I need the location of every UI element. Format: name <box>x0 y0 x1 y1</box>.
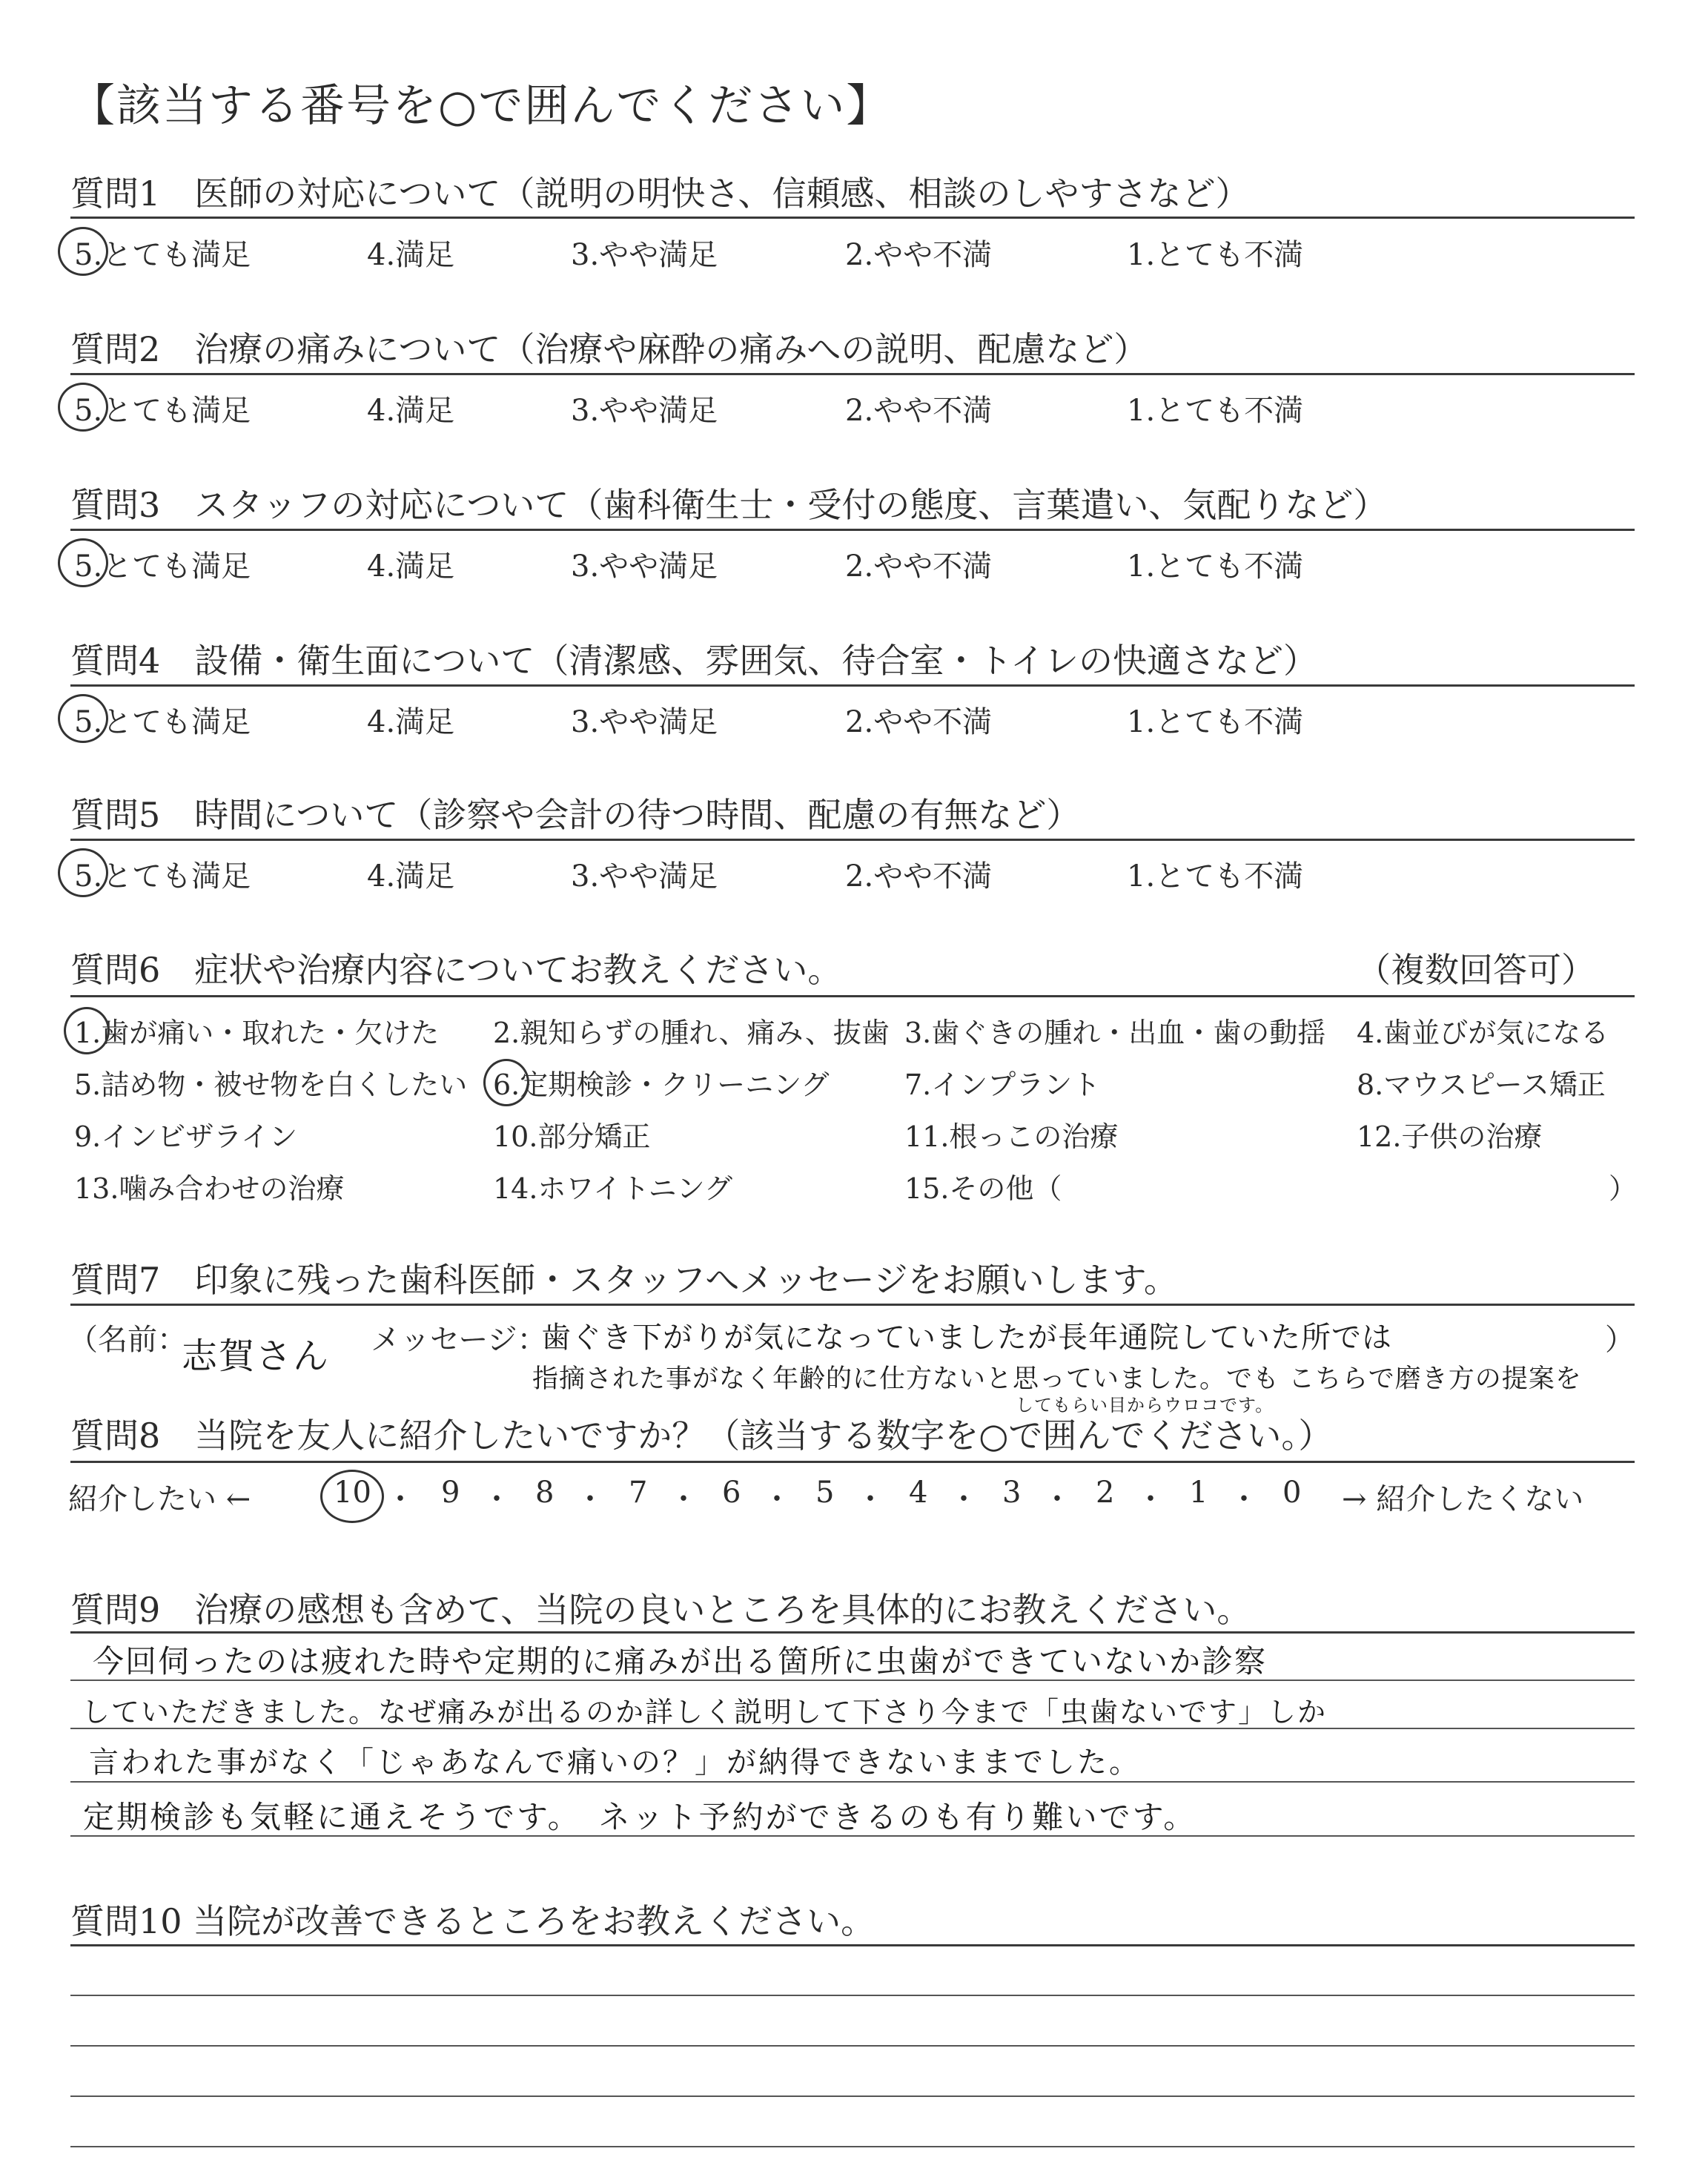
selection-circle <box>64 1007 110 1054</box>
question-5-title: 質問5 時間について（診察や会計の待つ時間、配慮の有無など） <box>70 795 1081 835</box>
divider <box>70 1304 1635 1306</box>
name-label: （名前： <box>68 1323 187 1357</box>
symptom-item[interactable]: 3.歯ぐきの腫れ・出血・歯の動揺 <box>904 1017 1326 1049</box>
answer-line <box>70 2095 1635 2097</box>
symptom-item[interactable]: 8.マウスピース矯正 <box>1357 1069 1606 1101</box>
option-2[interactable]: 2.やや不満 <box>845 859 993 894</box>
option-2[interactable]: 2.やや不満 <box>845 394 993 428</box>
scale-value-8[interactable]: 8 <box>535 1476 555 1510</box>
question-7-title: 質問7 印象に残った歯科医師・スタッフへメッセージをお願いします。 <box>70 1260 1178 1300</box>
answer-text-line[interactable]: していただきました。なぜ痛みが出るのか詳しく説明して下さり今まで「虫歯ないです」しか <box>82 1696 1328 1728</box>
scale-value-10[interactable]: 10 <box>334 1476 371 1510</box>
symptom-item[interactable]: 14.ホワイトニング <box>493 1172 733 1205</box>
option-4[interactable]: 4.満足 <box>367 549 455 584</box>
option-1[interactable]: 1.とても不満 <box>1127 705 1304 739</box>
option-5[interactable]: 5.とても満足 <box>74 859 251 894</box>
answer-line <box>70 1631 1635 1634</box>
option-1[interactable]: 1.とても不満 <box>1127 394 1304 428</box>
divider <box>70 529 1635 531</box>
question-6-title: 質問6 症状や治療内容についてお教えください。 <box>70 950 842 990</box>
option-3[interactable]: 3.やや満足 <box>571 549 718 584</box>
symptom-item[interactable]: 2.親知らずの腫れ、痛み、抜歯 <box>493 1017 890 1049</box>
divider <box>70 1461 1635 1463</box>
scale-value-2[interactable]: 2 <box>1096 1476 1115 1510</box>
symptom-item[interactable]: 11.根っこの治療 <box>904 1120 1119 1153</box>
divider <box>70 217 1635 219</box>
scale-value-7[interactable]: 7 <box>629 1476 648 1510</box>
scale-value-4[interactable]: 4 <box>909 1476 928 1510</box>
scale-separator: ・ <box>575 1482 605 1516</box>
symptom-item[interactable]: 9.インビザライン <box>74 1120 298 1153</box>
answer-line <box>70 2045 1635 2047</box>
option-5[interactable]: 5.とても満足 <box>74 549 251 584</box>
symptom-item[interactable]: 5.詰め物・被せ物を白くしたい <box>74 1069 468 1101</box>
scale-separator: ・ <box>669 1482 698 1516</box>
option-1[interactable]: 1.とても不満 <box>1127 859 1304 894</box>
scale-left-label: 紹介したい ← <box>68 1482 251 1516</box>
option-5[interactable]: 5.とても満足 <box>74 705 251 739</box>
selection-circle <box>58 538 108 587</box>
option-4[interactable]: 4.満足 <box>367 394 455 428</box>
option-2[interactable]: 2.やや不満 <box>845 549 993 584</box>
answer-line <box>70 1995 1635 1996</box>
scale-value-5[interactable]: 5 <box>815 1476 835 1510</box>
selection-circle <box>58 848 108 897</box>
answer-line <box>70 1944 1635 1946</box>
option-4[interactable]: 4.満足 <box>367 238 455 272</box>
option-5[interactable]: 5.とても満足 <box>74 238 251 272</box>
message-label: メッセージ： <box>371 1323 547 1357</box>
scale-value-3[interactable]: 3 <box>1002 1476 1022 1510</box>
symptom-item[interactable]: 6.定期検診・クリーニング <box>493 1069 830 1101</box>
question-2-title: 質問2 治療の痛みについて（治療や麻酔の痛みへの説明、配慮など） <box>70 329 1148 369</box>
selection-circle <box>320 1470 384 1523</box>
instruction-heading: 【該当する番号を○で囲んでください】 <box>70 80 893 132</box>
option-1[interactable]: 1.とても不満 <box>1127 238 1304 272</box>
answer-line <box>70 2146 1635 2147</box>
scale-value-1[interactable]: 1 <box>1189 1476 1208 1510</box>
divider <box>70 839 1635 841</box>
scale-separator: ・ <box>855 1482 885 1516</box>
question-3-title: 質問3 スタッフの対応について（歯科衛生士・受付の態度、言葉遣い、気配りなど） <box>70 485 1388 525</box>
scale-separator: ・ <box>762 1482 792 1516</box>
symptom-item[interactable]: 12.子供の治療 <box>1357 1120 1543 1153</box>
option-3[interactable]: 3.やや満足 <box>571 238 718 272</box>
option-4[interactable]: 4.満足 <box>367 705 455 739</box>
symptom-item[interactable]: 1.歯が痛い・取れた・欠けた <box>74 1017 440 1049</box>
question-10-title: 質問10 当院が改善できるところをお教えください。 <box>70 1901 875 1941</box>
selection-circle <box>58 383 108 432</box>
option-5[interactable]: 5.とても満足 <box>74 394 251 428</box>
option-1[interactable]: 1.とても不満 <box>1127 549 1304 584</box>
scale-right-label: → 紹介したくない <box>1342 1482 1584 1516</box>
scale-separator: ・ <box>385 1482 415 1516</box>
answer-text-line[interactable]: 定期検診も気軽に通えそうです。 ネット予約ができるのも有り難いです。 <box>83 1799 1197 1835</box>
selection-circle <box>58 694 108 743</box>
symptom-item[interactable]: 13.噛み合わせの治療 <box>74 1172 345 1205</box>
option-4[interactable]: 4.満足 <box>367 859 455 894</box>
message-close-paren: ） <box>1605 1323 1635 1357</box>
message-line-3[interactable]: してもらい目からウロコです。 <box>1016 1395 1274 1416</box>
divider <box>70 684 1635 687</box>
symptom-item[interactable]: 7.インプラント <box>904 1069 1101 1101</box>
question-4-title: 質問4 設備・衛生面について（清潔感、雰囲気、待合室・トイレの快適さなど） <box>70 641 1318 681</box>
option-3[interactable]: 3.やや満足 <box>571 859 718 894</box>
option-2[interactable]: 2.やや不満 <box>845 238 993 272</box>
scale-value-6[interactable]: 6 <box>722 1476 741 1510</box>
other-close-paren: ） <box>1609 1172 1638 1205</box>
scale-separator: ・ <box>1042 1482 1072 1516</box>
name-value[interactable]: 志賀さん <box>182 1335 331 1377</box>
scale-separator: ・ <box>1136 1482 1165 1516</box>
divider <box>70 373 1635 375</box>
scale-separator: ・ <box>949 1482 979 1516</box>
message-line-2[interactable]: 指摘された事がなく年齢的に仕方ないと思っていました。でも こちらで磨き方の提案を <box>532 1364 1582 1394</box>
multiple-answers-note: （複数回答可） <box>1357 950 1595 990</box>
symptom-item[interactable]: 10.部分矯正 <box>493 1120 651 1153</box>
question-8-title: 質問8 当院を友人に紹介したいですか？（該当する数字を○で囲んでください。） <box>70 1416 1333 1456</box>
message-line-1[interactable]: 歯ぐき下がりが気になっていましたが長年通院していた所では <box>541 1321 1392 1355</box>
option-2[interactable]: 2.やや不満 <box>845 705 993 739</box>
scale-separator: ・ <box>1229 1482 1259 1516</box>
question-1-title: 質問1 医師の対応について（説明の明快さ、信頼感、相談のしやすさなど） <box>70 174 1250 214</box>
option-3[interactable]: 3.やや満足 <box>571 394 718 428</box>
question-9-title: 質問9 治療の感想も含めて、当院の良いところを具体的にお教えください。 <box>70 1590 1251 1630</box>
selection-circle <box>483 1059 529 1106</box>
scale-value-9[interactable]: 9 <box>441 1476 460 1510</box>
symptom-item[interactable]: 4.歯並びが気になる <box>1357 1017 1609 1049</box>
answer-text-line[interactable]: 今回伺ったのは疲れた時や定期的に痛みが出る箇所に虫歯ができていないか診察 <box>93 1643 1268 1680</box>
divider <box>70 995 1635 997</box>
scale-separator: ・ <box>482 1482 512 1516</box>
scale-value-0[interactable]: 0 <box>1282 1476 1302 1510</box>
answer-text-line[interactable]: 言われた事がなく「じゃあなんで痛いの？」が納得できないままでした。 <box>89 1745 1141 1780</box>
symptom-item-other[interactable]: 15.その他（ <box>904 1172 1062 1205</box>
answer-line <box>70 1781 1635 1783</box>
selection-circle <box>58 227 108 276</box>
option-3[interactable]: 3.やや満足 <box>571 705 718 739</box>
